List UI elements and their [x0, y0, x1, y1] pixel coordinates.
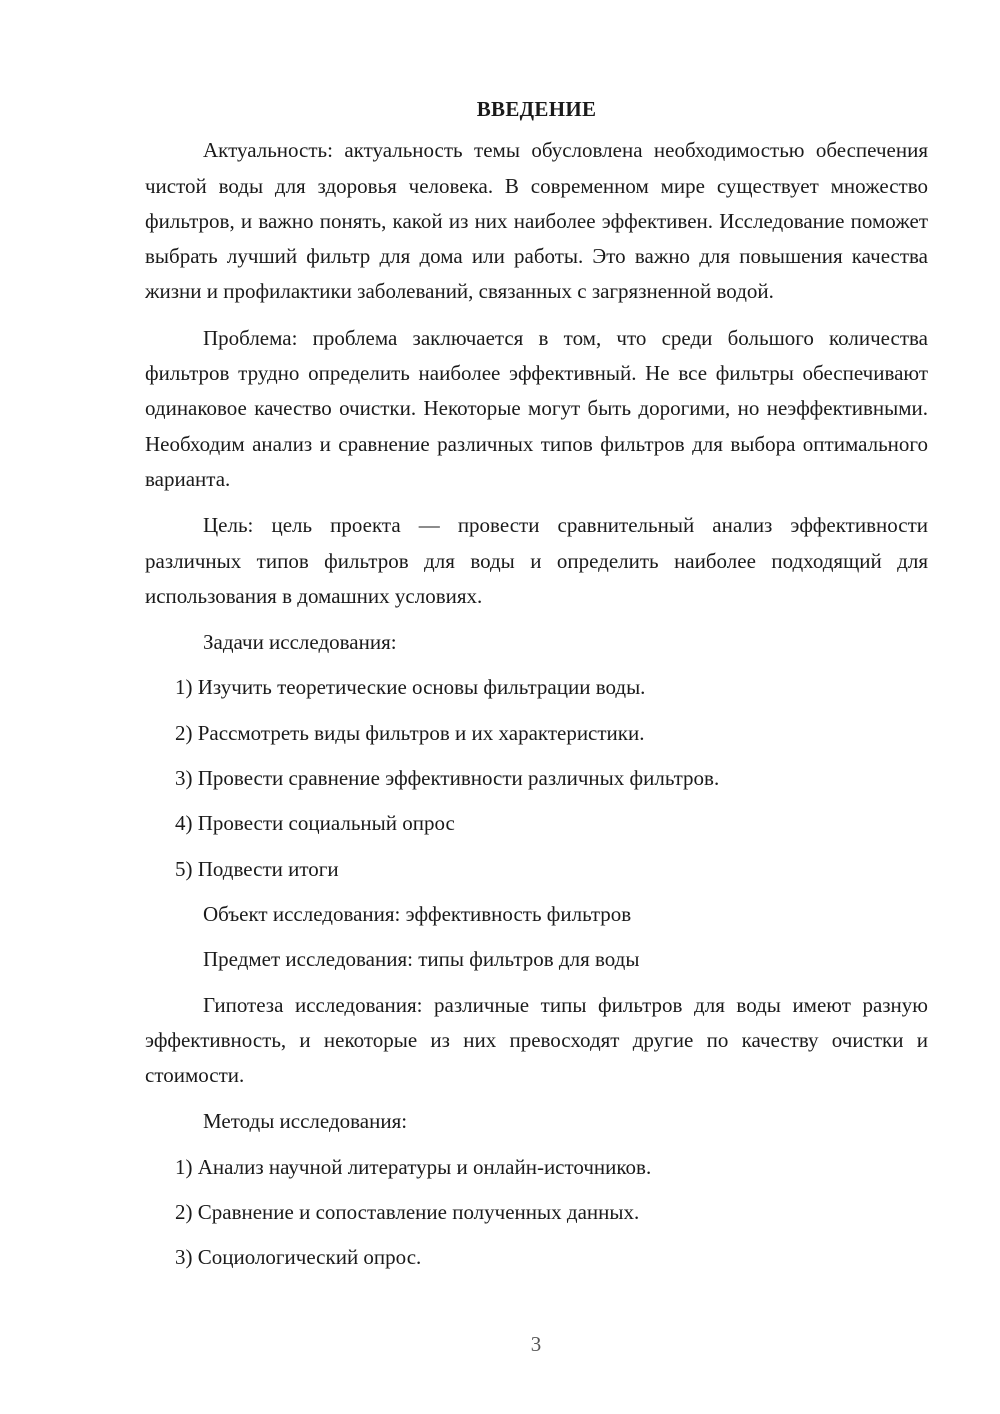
- tasks-list: [145, 670, 928, 886]
- list-item: 3) Социологический опрос.: [175, 1245, 422, 1270]
- object-line: Объект исследования: эффективность фильтров: [203, 901, 632, 926]
- list-item: 1) Изучить теоретические основы фильтрации воды.: [175, 675, 646, 700]
- list-item: 1) Анализ научной литературы и онлайн-источников.: [175, 1154, 652, 1179]
- list-item: 4) Провести социальный опрос: [175, 811, 455, 836]
- problem-paragraph: Проблема: проблема заключается в том, что среди большого количества фильтров трудно определить наиболее эффективный. Не все фильтры обеспечивают одинаковое качество очистки. Некоторые могут быть дорогими, но неэффективными. Необходим анализ и сравнение различных типов фильтров для выбора оптимального варианта.: [145, 325, 928, 491]
- section-heading: ВВЕДЕНИЕ: [476, 97, 597, 121]
- list-item: 2) Рассмотреть виды фильтров и их характеристики.: [175, 720, 645, 745]
- tasks-title: Задачи исследования:: [203, 630, 397, 655]
- list-item: 2) Сравнение и сопоставление полученных данных.: [175, 1200, 640, 1225]
- methods-list: [145, 1150, 928, 1276]
- goal-paragraph: Цель: цель проекта — провести сравнительный анализ эффективности различных типов фильтров для воды и определить наиболее подходящий для использования в домашних условиях.: [145, 513, 928, 608]
- subject-line: Предмет исследования: типы фильтров для воды: [203, 947, 640, 972]
- list-item: 3) Провести сравнение эффективности различных фильтров.: [175, 766, 720, 791]
- hypothesis-paragraph: Гипотеза исследования: различные типы фильтров для воды имеют разную эффективность, и некоторые из них превосходят другие по качеству очистки и стоимости.: [145, 992, 928, 1088]
- methods-title: Методы исследования:: [203, 1109, 408, 1134]
- relevance-paragraph: Актуальность: актуальность темы обусловлена необходимостью обеспечения чистой воды для здоровья человека. В современном мире существует множество фильтров, и важно понять, какой из них наиболее эффективен. Исследование поможет выбрать лучший фильтр для дома или работы. Это важно для повышения качества жизни и профилактики заболеваний, связанных с загрязненной водой.: [145, 138, 928, 304]
- page-number: 3: [530, 1332, 542, 1356]
- list-item: 5) Подвести итоги: [175, 856, 339, 881]
- page-content: [145, 92, 928, 1286]
